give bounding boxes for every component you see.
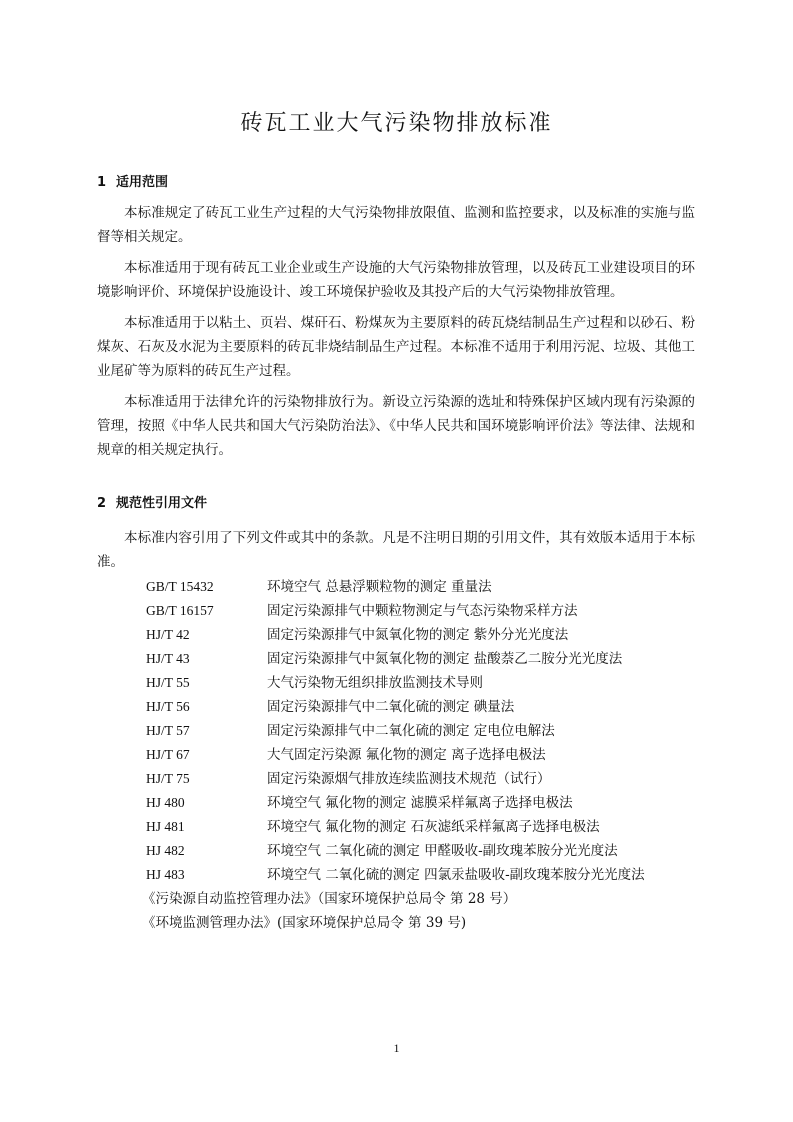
reference-title: 固定污染源排气中氮氧化物的测定 紫外分光光度法 bbox=[267, 627, 569, 643]
reference-item bbox=[146, 695, 706, 719]
additional-reference-item: 《环境监测管理办法》(国家环境保护总局令 第 39 号) bbox=[142, 915, 467, 931]
section-2-heading bbox=[97, 492, 207, 511]
additional-reference-item: 《污染源自动监控管理办法》（国家环境保护总局令 第 28 号） bbox=[142, 891, 517, 907]
reference-code: HJ/T 56 bbox=[146, 699, 190, 714]
document-title: 砖瓦工业大气污染物排放标准 bbox=[240, 111, 553, 136]
page-number: 1 bbox=[393, 1041, 400, 1055]
reference-title: 大气固定污染源 氟化物的测定 离子选择电极法 bbox=[267, 747, 546, 763]
section-1-title: 适用范围 bbox=[116, 175, 169, 190]
section-1-paragraph-4: 本标准适用于法律允许的污染物排放行为。新设立污染源的选址和特殊保护区域内现有污染源的管理，按照《中华人民共和国大气污染防治法》、《中华人民共和国环境影响评价法》等法律、法规和规章的相关规定执行。 bbox=[97, 394, 695, 458]
reference-title: 环境空气 总悬浮颗粒物的测定 重量法 bbox=[267, 579, 492, 595]
section-1-number: 1 bbox=[97, 175, 107, 190]
reference-code: HJ/T 67 bbox=[146, 747, 190, 762]
section-1-paragraph-1: 本标准规定了砖瓦工业生产过程的大气污染物排放限值、监测和监控要求，以及标准的实施与监督等相关规定。 bbox=[97, 205, 695, 245]
section-2-intro: 本标准内容引用了下列文件或其中的条款。凡是不注明日期的引用文件，其有效版本适用于本标准。 bbox=[97, 530, 695, 570]
reference-title: 环境空气 氟化物的测定 滤膜采样氟离子选择电极法 bbox=[267, 795, 573, 811]
section-1-paragraph-3: 本标准适用于以粘土、页岩、煤矸石、粉煤灰为主要原料的砖瓦烧结制品生产过程和以砂石、粉煤灰、石灰及水泥为主要原料的砖瓦非烧结制品生产过程。本标准不适用于利用污泥、垃圾、其他工业尾矿等为原料的砖瓦生产过程。 bbox=[97, 315, 695, 379]
reference-item bbox=[146, 839, 706, 863]
reference-item bbox=[146, 767, 706, 791]
reference-item bbox=[146, 863, 706, 887]
reference-code: HJ/T 75 bbox=[146, 771, 190, 786]
section-1-paragraph-2: 本标准适用于现有砖瓦工业企业或生产设施的大气污染物排放管理，以及砖瓦工业建设项目的环境影响评价、环境保护设施设计、竣工环境保护验收及其投产后的大气污染物排放管理。 bbox=[97, 260, 695, 300]
reference-item bbox=[146, 575, 706, 599]
reference-code: GB/T 16157 bbox=[146, 603, 214, 618]
section-2-number: 2 bbox=[97, 496, 107, 511]
section-2-title: 规范性引用文件 bbox=[116, 496, 208, 511]
reference-title: 环境空气 二氧化硫的测定 甲醛吸收-副玫瑰苯胺分光光度法 bbox=[267, 843, 618, 859]
reference-code: HJ/T 57 bbox=[146, 723, 190, 738]
reference-item bbox=[146, 647, 706, 671]
reference-code: HJ 481 bbox=[146, 819, 185, 834]
reference-code: HJ 480 bbox=[146, 795, 185, 810]
reference-title: 大气污染物无组织排放监测技术导则 bbox=[267, 675, 483, 691]
reference-list bbox=[146, 575, 706, 887]
reference-item bbox=[146, 623, 706, 647]
reference-item bbox=[146, 599, 706, 623]
reference-title: 固定污染源排气中颗粒物测定与气态污染物采样方法 bbox=[267, 603, 578, 619]
reference-item bbox=[146, 719, 706, 743]
reference-title: 固定污染源排气中氮氧化物的测定 盐酸萘乙二胺分光光度法 bbox=[267, 651, 623, 667]
reference-title: 固定污染源排气中二氧化硫的测定 碘量法 bbox=[267, 699, 515, 715]
additional-reference-list bbox=[142, 887, 516, 935]
reference-code: HJ 482 bbox=[146, 843, 185, 858]
reference-code: HJ/T 55 bbox=[146, 675, 190, 690]
reference-title: 环境空气 二氧化硫的测定 四氯汞盐吸收-副玫瑰苯胺分光光度法 bbox=[267, 867, 645, 883]
section-1-heading bbox=[97, 171, 168, 190]
reference-item bbox=[146, 791, 706, 815]
reference-title: 固定污染源排气中二氧化硫的测定 定电位电解法 bbox=[267, 723, 555, 739]
reference-title: 环境空气 氟化物的测定 石灰滤纸采样氟离子选择电极法 bbox=[267, 819, 600, 835]
reference-item bbox=[146, 815, 706, 839]
reference-item bbox=[146, 743, 706, 767]
reference-code: HJ 483 bbox=[146, 867, 185, 882]
reference-code: GB/T 15432 bbox=[146, 579, 214, 594]
reference-item bbox=[146, 671, 706, 695]
reference-title: 固定污染源烟气排放连续监测技术规范（试行） bbox=[267, 771, 551, 787]
reference-code: HJ/T 42 bbox=[146, 627, 190, 642]
reference-code: HJ/T 43 bbox=[146, 651, 190, 666]
